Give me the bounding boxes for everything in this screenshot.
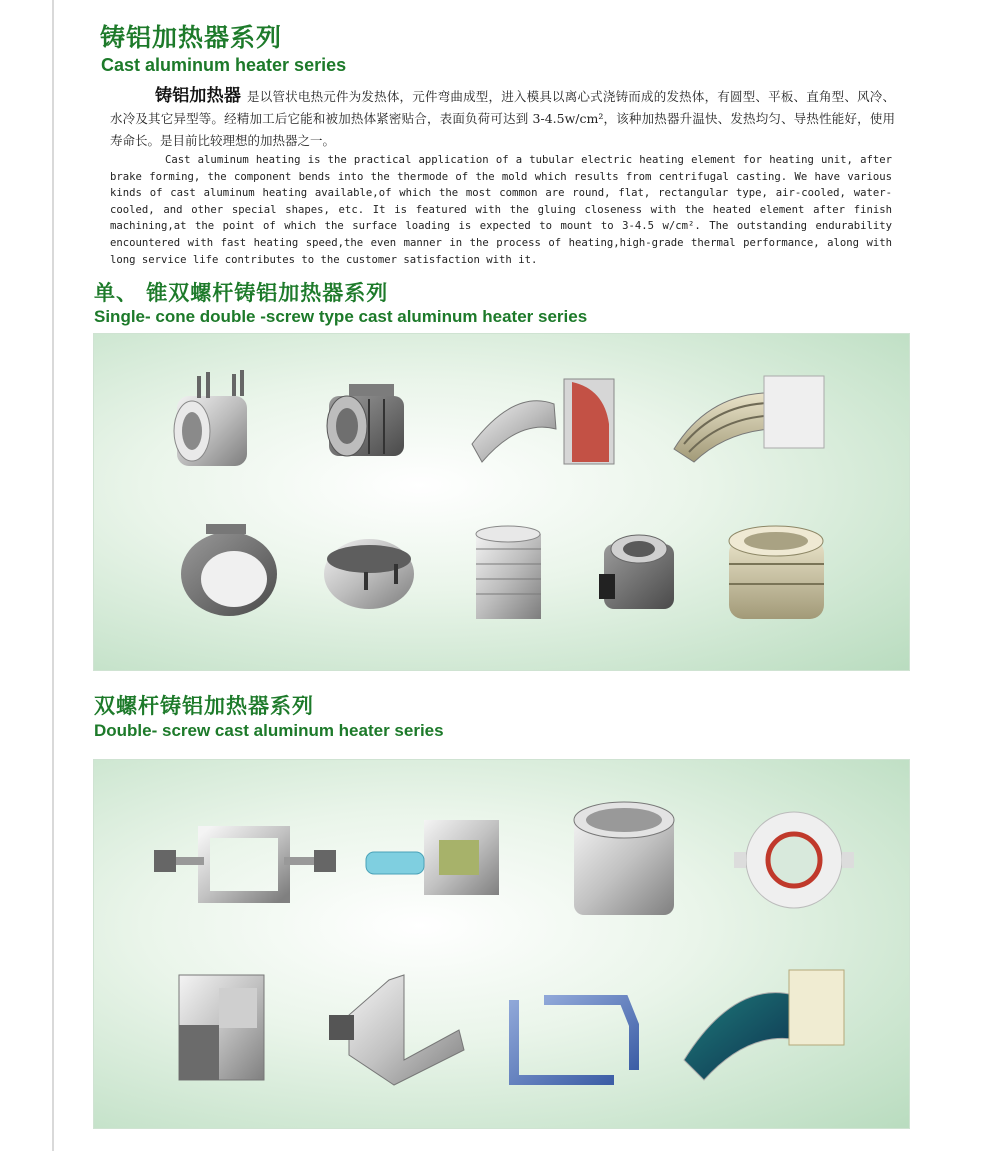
section1-title-en: Single- cone double -screw type cast aluminum heater series	[94, 307, 588, 326]
section2-title-cn: 双螺杆铸铝加热器系列	[94, 694, 314, 718]
heater-photo-13	[734, 812, 854, 908]
heater-photo-17	[684, 970, 844, 1080]
section2-title-en: Double- screw cast aluminum heater series	[94, 721, 444, 740]
page-title-cn: 铸铝加热器系列	[100, 23, 283, 52]
heater-photo-8	[599, 535, 674, 609]
heater-photo-4	[674, 376, 824, 462]
page-title-en: Cast aluminum heater series	[101, 55, 347, 75]
intro-lead-cn: 铸铝加热器	[155, 86, 242, 106]
heater-photo-1	[174, 370, 247, 466]
heater-photo-12	[574, 802, 674, 915]
heater-photo-15	[329, 975, 464, 1085]
heater-photo-7	[476, 526, 541, 619]
product-photo-panel-1	[93, 333, 910, 671]
heater-photo-9	[729, 526, 824, 619]
product-photo-panel-2	[93, 759, 910, 1129]
intro-body-cn: 是以管状电热元件为发热体，元件弯曲成型，进入模具以离心式浇铸而成的发热体，有圆型、平板、直角型、风冷、水冷及其它异型等。经精加工后它能和被加热体紧密贴合，表面负荷可达到 3-4.5w/cm²，该种加热器升温快、发热均匀、导热性能好，使用寿命长。是目前比较理想的加热器之一。	[110, 89, 895, 148]
heater-photo-16	[514, 1000, 634, 1080]
heater-photo-3	[472, 379, 614, 464]
page-edge-line	[52, 0, 54, 1151]
heater-photo-10	[154, 832, 336, 897]
heater-photo-14	[179, 975, 264, 1080]
heater-photo-5	[181, 524, 277, 616]
heater-photo-6	[324, 539, 414, 609]
section1-title-cn: 单、 锥双螺杆铸铝加热器系列	[94, 281, 389, 305]
heater-photo-2	[327, 384, 404, 456]
intro-paragraph-en: Cast aluminum heating is the practical application of a tubular electric heating element for heating unit, after brake forming, the component bends into the thermode of the mold which results from centrifugal casting. We have various kinds of cast aluminum heating available,of which the most common are round, flat, rectangular type, air-cooled, water-cooled, and other special shapes, etc. It is featured with the gluing closeness with the heated element after finish machining,at the point of which the surface loading is expected to mount to 3-4.5 w/cm². The outstanding endurability encountered with fast heating speed,the even manner in the process of heating,high-grade thermal performance, along with long service life contributes to the customer satisfaction with it.	[110, 154, 892, 266]
intro-paragraph-cn	[110, 85, 895, 152]
heater-photo-11	[366, 820, 499, 895]
